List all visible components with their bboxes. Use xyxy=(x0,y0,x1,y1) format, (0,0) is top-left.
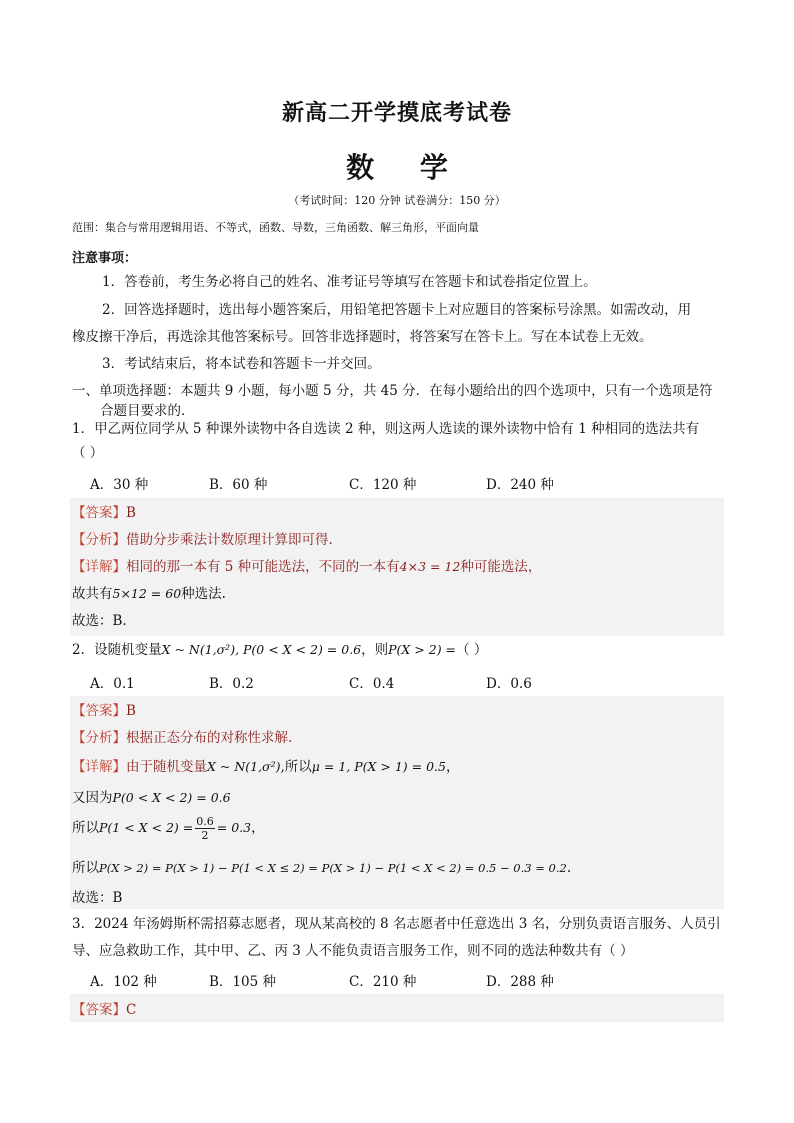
exam-title: 新高二开学摸底考试卷 xyxy=(281,100,512,126)
section-heading-cont: 合题目要求的． xyxy=(100,403,195,419)
q1-answer-tag: 【答案】 xyxy=(72,505,126,521)
q1-detail-text: 相同的那一本有 5 种可能选法，不同的一本有 xyxy=(126,559,400,575)
q1-option-c: C．120 种 xyxy=(349,477,417,493)
q2-analysis-line xyxy=(72,726,292,746)
q1-detail-tag: 【详解】 xyxy=(72,559,126,575)
q2-option-c: C．0.4 xyxy=(349,676,395,692)
q1-option-d: D．240 种 xyxy=(486,477,554,493)
q2-answer: B xyxy=(126,703,136,719)
q2-stem-math: X ~ N(1,σ²), P(0 < X < 2) = 0.6 xyxy=(161,642,362,657)
section-heading: 一、单项选择题：本题共 9 小题，每小题 5 分，共 45 分．在每小题给出的四个选项中，只有一个选项是符 xyxy=(72,383,713,399)
q2-analysis: 根据正态分布的对称性求解. xyxy=(126,730,293,746)
q3-option-a: A．102 种 xyxy=(90,974,157,990)
q2-detail-tag: 【详解】 xyxy=(72,759,126,775)
q1-option-b: B．60 种 xyxy=(209,477,268,493)
q1-solution-box xyxy=(70,498,724,636)
q2-line3-math-2: = 0.3 xyxy=(216,820,252,835)
q2-line4-math: P(X > 2) = P(X > 1) − P(1 < X ≤ 2) = P(X > 1) − P(1 < X < 2) = 0.5 − 0.3 = 0.2 xyxy=(99,861,567,875)
q1-choose: 故选：B. xyxy=(72,613,127,629)
q1-detail2-text: 故共有 xyxy=(72,586,113,602)
q1-detail2-text-2: 种选法. xyxy=(181,586,226,602)
q2-option-d: D．0.6 xyxy=(486,676,532,692)
q1-answer: B xyxy=(126,505,136,521)
q2-detail-line-3 xyxy=(72,815,265,842)
q2-detail-line xyxy=(72,755,459,775)
exam-scope: 范围：集合与常用逻辑用语、不等式，函数、导数，三角函数、解三角形，平面向量 xyxy=(72,221,479,234)
q1-detail-line-2 xyxy=(72,582,226,602)
q3-answer-tag: 【答案】 xyxy=(72,1002,126,1018)
notice-heading: 注意事项： xyxy=(72,251,138,266)
q1-stem-paren: （ ） xyxy=(72,445,104,461)
q2-line2-text: 又因为 xyxy=(72,790,113,806)
q3-solution-box xyxy=(70,994,724,1022)
q2-option-b: B．0.2 xyxy=(209,676,254,692)
q1-analysis: 借助分步乘法计数原理计算即可得. xyxy=(126,532,333,548)
q1-detail-line xyxy=(72,555,541,575)
q1-detail-math: 4×3 = 12 xyxy=(399,559,461,574)
q2-line4-text-2: . xyxy=(566,860,572,876)
q2-answer-line xyxy=(72,699,136,719)
q1-detail2-math: 5×12 = 60 xyxy=(112,586,182,601)
q2-line3-text-2: ， xyxy=(251,820,265,836)
q2-line3-denominator: 2 xyxy=(201,829,209,842)
exam-meta: （考试时间：120 分钟 试卷满分：150 分） xyxy=(288,194,506,207)
q2-detail-line-4 xyxy=(72,856,571,876)
q1-option-a: A．30 种 xyxy=(90,477,149,493)
q2-stem-math-2: P(X > 2) = xyxy=(388,642,457,657)
q3-stem-cont: 导、应急救助工作，其中甲、乙、丙 3 人不能负责语言服务工作，则不同的选法种数共有（ ） xyxy=(72,943,634,959)
q2-option-a: A．0.1 xyxy=(90,676,135,692)
q2-detail-text-3: ， xyxy=(445,759,460,775)
notice-item-3: 3．考试结束后，将本试卷和答题卡一并交回。 xyxy=(102,356,381,372)
q1-analysis-line xyxy=(72,528,333,548)
q2-detail-math-2: μ = 1, P(X > 1) = 0.5 xyxy=(311,759,446,774)
q1-stem: 1．甲乙两位同学从 5 种课外读物中各自选读 2 种，则这两人选读的课外读物中恰有 1 种相同的选法共有 xyxy=(72,421,700,437)
q2-answer-tag: 【答案】 xyxy=(72,703,126,719)
q2-stem-text-2: ，则 xyxy=(361,642,389,658)
q3-answer-line xyxy=(72,998,136,1018)
q2-analysis-tag: 【分析】 xyxy=(72,730,126,746)
notice-item-2: 2．回答选择题时，选出每小题答案后，用铅笔把答题卡上对应题目的答案标号涂黑。如需改动，用 xyxy=(102,302,692,318)
q2-stem-paren: （ ） xyxy=(456,642,488,658)
q3-option-c: C．210 种 xyxy=(349,974,417,990)
q2-detail-text-2: ,所以 xyxy=(280,759,312,775)
q3-stem: 3．2024 年汤姆斯杯需招募志愿者，现从某高校的 8 名志愿者中任意选出 3 名，分别负责语言服务、人员引 xyxy=(72,916,721,932)
q1-answer-line xyxy=(72,501,136,521)
q2-stem xyxy=(72,640,487,660)
q2-detail-line-2 xyxy=(72,786,231,806)
q3-option-d: D．288 种 xyxy=(486,974,554,990)
q3-option-b: B．105 种 xyxy=(209,974,276,990)
q2-detail-text: 由于随机变量 xyxy=(126,759,207,775)
notice-item-1: 1．答卷前，考生务必将自己的姓名、准考证号等填写在答题卡和试卷指定位置上。 xyxy=(102,274,597,290)
q2-solution-box xyxy=(70,696,724,909)
q2-line2-math: P(0 < X < 2) = 0.6 xyxy=(112,790,231,805)
q2-line3-math: P(1 < X < 2) = xyxy=(99,820,194,835)
q2-line4-text: 所以 xyxy=(72,860,99,876)
q1-analysis-tag: 【分析】 xyxy=(72,532,126,548)
notice-item-2-cont: 橡皮擦干净后，再选涂其他答案标号。回答非选择题时，将答案写在答卡上。写在本试卷上无效。 xyxy=(72,329,653,345)
q3-answer: C xyxy=(126,1002,137,1018)
q2-line3-text: 所以 xyxy=(72,820,99,836)
q2-choose: 故选：B xyxy=(72,890,123,906)
q2-line3-fraction xyxy=(195,815,215,842)
q2-line3-numerator: 0.6 xyxy=(196,815,214,828)
q2-detail-math: X ~ N(1,σ²) xyxy=(207,759,281,774)
q2-stem-text: 2．设随机变量 xyxy=(72,642,162,658)
q1-detail-text-2: 种可能选法， xyxy=(460,559,542,575)
subject-title: 数 学 xyxy=(346,151,466,184)
